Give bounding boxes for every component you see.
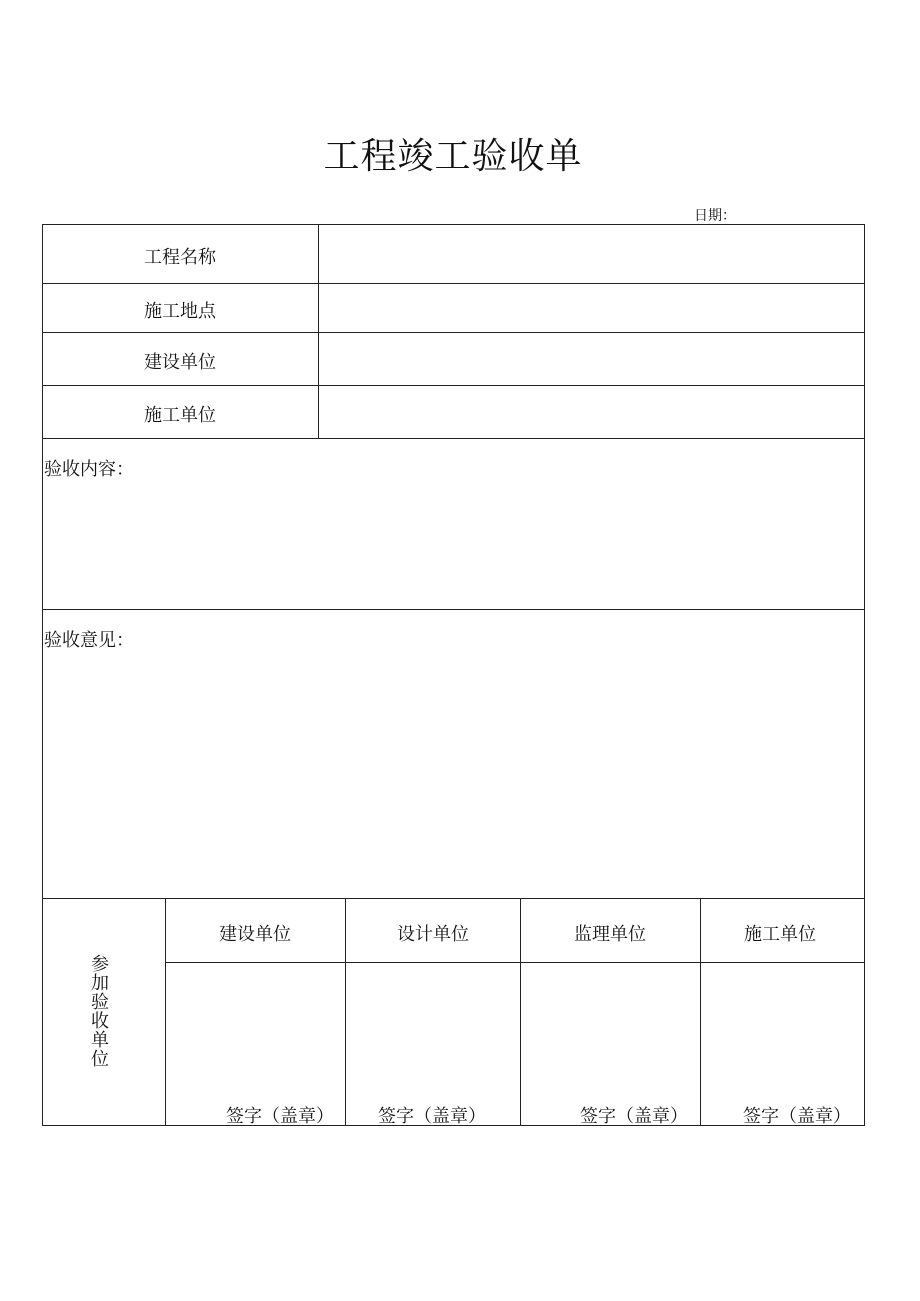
project-name-label: 工程名称 <box>144 247 216 268</box>
participant-unit-owner: 建设单位 <box>219 924 291 945</box>
vertical-label-char: 加 <box>91 973 109 994</box>
vertical-label-char: 单 <box>91 1030 109 1051</box>
vertical-label-char: 收 <box>91 1011 109 1032</box>
participant-unit-contractor: 施工单位 <box>744 924 816 945</box>
participants-header-divider <box>165 962 865 963</box>
participants-column-divider <box>165 898 166 1126</box>
participants-column-divider <box>700 898 701 1126</box>
row-divider <box>42 438 865 439</box>
owner-unit-label: 建设单位 <box>144 352 216 373</box>
table-border-top <box>42 224 865 225</box>
participating-units-label <box>88 955 112 1069</box>
acceptance-content-label: 验收内容： <box>44 459 134 480</box>
row-divider <box>42 283 865 284</box>
signature-label: 签字（盖章） <box>580 1106 688 1127</box>
table-border-right <box>864 224 865 1126</box>
page-title: 工程竣工验收单 <box>323 136 583 177</box>
signature-label: 签字（盖章） <box>743 1106 851 1127</box>
participant-unit-supervision: 监理单位 <box>574 924 646 945</box>
participants-column-divider <box>520 898 521 1126</box>
construction-site-label: 施工地点 <box>144 301 216 322</box>
signature-label: 签字（盖章） <box>378 1106 486 1127</box>
acceptance-opinion-label: 验收意见： <box>44 630 134 651</box>
signature-label: 签字（盖章） <box>226 1106 334 1127</box>
vertical-label-char: 参 <box>91 954 109 975</box>
participant-unit-design: 设计单位 <box>397 924 469 945</box>
vertical-label-char: 位 <box>91 1049 109 1070</box>
row-divider <box>42 609 865 610</box>
row-divider <box>42 385 865 386</box>
participants-column-divider <box>345 898 346 1126</box>
contractor-unit-label: 施工单位 <box>144 405 216 426</box>
vertical-label-char: 验 <box>91 992 109 1013</box>
row-divider <box>42 332 865 333</box>
table-border-left <box>42 224 43 1126</box>
date-label: 日期： <box>694 208 736 224</box>
